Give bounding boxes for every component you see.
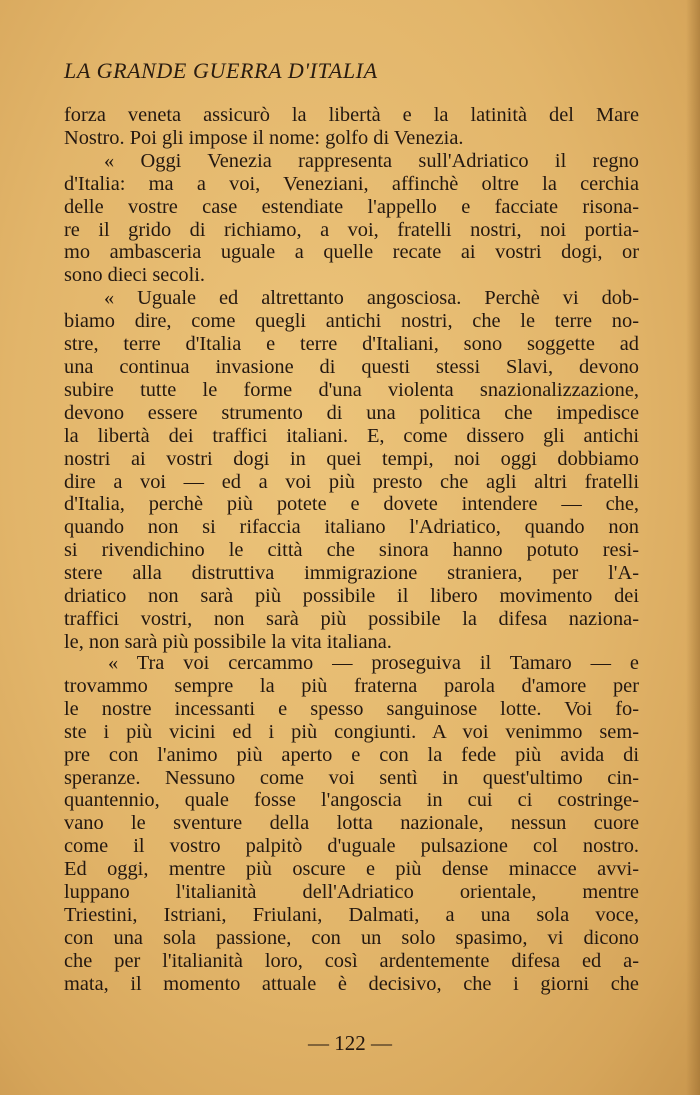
text-line: subire tutte le forme d'una violenta snazionalizzazione,	[64, 378, 639, 401]
text-line: speranze. Nessuno come voi sentì in quest'ultimo cin-	[64, 766, 639, 789]
text-line: biamo dire, come quegli antichi nostri, che le terre no-	[64, 310, 639, 333]
text-line: « Oggi Venezia rappresenta sull'Adriatico il regno	[104, 149, 639, 172]
text-line: d'Italia: ma a voi, Veneziani, affinchè oltre la cerchia	[64, 172, 639, 195]
text-line: la libertà dei traffici italiani. E, come dissero gli antichi	[64, 424, 639, 447]
text-line: vano le sventure della lotta nazionale, nessun cuore	[64, 812, 639, 835]
running-header: LA GRANDE GUERRA D'ITALIA	[64, 58, 378, 83]
text-line: pre con l'animo più aperto e con la fede più avida di	[64, 743, 639, 766]
text-line: si rivendichino le città che sinora hanno potuto resi-	[64, 539, 639, 562]
text-line: che per l'italianità loro, così ardentemente difesa ed a-	[64, 949, 639, 972]
text-line: Ed oggi, mentre più oscure e più dense minacce avvi-	[64, 858, 639, 881]
text-line: forza veneta assicurò la libertà e la latinità del Mare	[64, 104, 639, 126]
text-line: dire a voi — ed a voi più presto che agli altri fratelli	[64, 470, 639, 493]
text-line: stre, terre d'Italia e terre d'Italiani, sono soggette ad	[64, 333, 639, 356]
page-edge-shadow	[686, 0, 700, 1095]
text-line: quando non si rifaccia italiano l'Adriatico, quando non	[64, 516, 639, 539]
text-line: « Uguale ed altrettanto angosciosa. Perchè vi dob-	[104, 287, 639, 310]
text-line: quantennio, quale fosse l'angoscia in cui ci costringe-	[64, 789, 639, 812]
text-line: nostri ai vostri dogi in quei tempi, noi oggi dobbiamo	[64, 447, 639, 470]
text-line: re il grido di richiamo, a voi, fratelli nostri, noi portia-	[64, 218, 639, 241]
text-line: mata, il momento attuale è decisivo, che i giorni che	[64, 972, 639, 995]
text-line: mo ambasceria uguale a quelle recate ai vostri dogi, or	[64, 241, 639, 264]
text-line: trovammo sempre la più fraterna parola d'amore per	[64, 674, 639, 697]
text-block-1	[64, 104, 639, 654]
text-line: con una sola passione, con un solo spasimo, vi dicono	[64, 926, 639, 949]
text-line: sono dieci secoli.	[64, 264, 206, 287]
text-line: una continua invasione di questi stessi Slavi, devono	[64, 355, 639, 378]
text-line: driatico non sarà più possibile il libero movimento dei	[64, 585, 639, 608]
text-line: le, non sarà più possibile la vita italiana.	[64, 630, 392, 653]
text-line: « Tra voi cercammo — proseguiva il Tamaro — e	[108, 652, 639, 674]
text-line: stere alla distruttiva immigrazione straniera, per l'A-	[64, 562, 639, 585]
text-line: d'Italia, perchè più potete e dovete intendere — che,	[64, 493, 639, 516]
text-line: delle vostre case estendiate l'appello e facciate risona-	[64, 195, 639, 218]
text-line: traffici vostri, non sarà più possibile la difesa naziona-	[64, 607, 639, 630]
text-line: Triestini, Istriani, Friulani, Dalmati, a una sola voce,	[64, 903, 639, 926]
page-number: — 122 —	[308, 1031, 392, 1055]
text-line: come il vostro palpitò d'uguale pulsazione col nostro.	[64, 835, 639, 858]
text-block-2	[64, 652, 639, 996]
text-line: Nostro. Poi gli impose il nome: golfo di Venezia.	[64, 126, 464, 149]
text-line: ste i più vicini ed i più congiunti. A voi venimmo sem-	[64, 720, 639, 743]
text-line: devono essere strumento di una politica che impedisce	[64, 401, 639, 424]
text-line: luppano l'italianità dell'Adriatico orientale, mentre	[64, 881, 639, 904]
text-line: le nostre incessanti e spesso sanguinose lotte. Voi fo-	[64, 697, 639, 720]
